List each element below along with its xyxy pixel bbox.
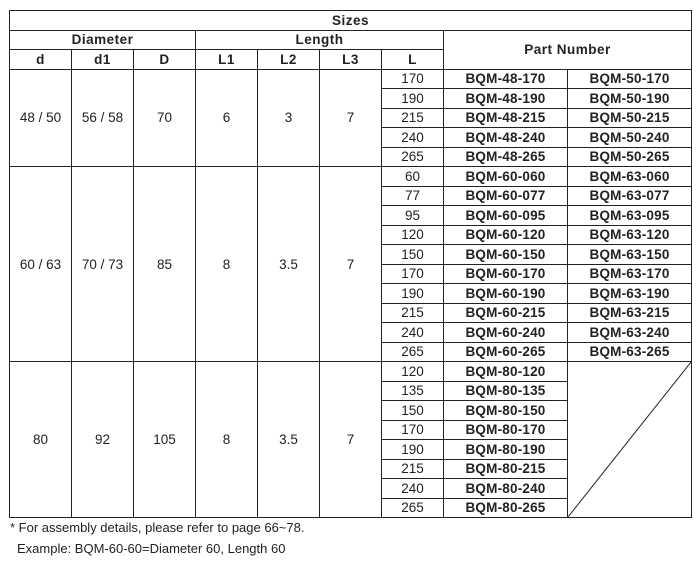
col-header-d1: d1 — [72, 50, 134, 70]
col-header-d: d — [10, 50, 72, 70]
part-number-cell: BQM-60-095 — [444, 206, 568, 226]
footnotes — [10, 517, 304, 559]
length-cell: 190 — [382, 440, 444, 460]
length-cell: 135 — [382, 381, 444, 401]
length-cell: 240 — [382, 479, 444, 499]
table-row — [10, 362, 692, 382]
col-header-L: L — [382, 50, 444, 70]
part-number-cell: BQM-60-060 — [444, 167, 568, 187]
length-cell: 170 — [382, 264, 444, 284]
spec-cell-d1: 56 / 58 — [72, 69, 134, 167]
part-number-cell: BQM-60-120 — [444, 225, 568, 245]
spec-cell-L2: 3.5 — [258, 362, 320, 518]
col-header-D: D — [134, 50, 196, 70]
length-cell: 240 — [382, 128, 444, 148]
part-number-cell: BQM-48-265 — [444, 147, 568, 167]
part-number-cell: BQM-63-215 — [568, 303, 692, 323]
not-available-cell — [568, 362, 692, 518]
length-cell: 240 — [382, 323, 444, 343]
part-number-cell: BQM-80-215 — [444, 459, 568, 479]
part-number-cell: BQM-60-170 — [444, 264, 568, 284]
spec-cell-D: 105 — [134, 362, 196, 518]
part-number-cell: BQM-63-120 — [568, 225, 692, 245]
spec-cell-L2: 3.5 — [258, 167, 320, 362]
spec-cell-d: 48 / 50 — [10, 69, 72, 167]
spec-cell-d: 80 — [10, 362, 72, 518]
part-number-cell: BQM-60-150 — [444, 245, 568, 265]
length-cell: 77 — [382, 186, 444, 206]
part-number-cell: BQM-63-170 — [568, 264, 692, 284]
length-group-header: Length — [196, 30, 444, 50]
sizes-table — [9, 10, 692, 518]
table-row — [10, 167, 692, 187]
assembly-note: * For assembly details, please refer to page 66~78. — [10, 520, 305, 535]
spec-cell-L1: 8 — [196, 167, 258, 362]
part-number-cell: BQM-50-170 — [568, 69, 692, 89]
diagonal-line — [568, 362, 691, 517]
part-number-cell: BQM-63-265 — [568, 342, 692, 362]
length-cell: 120 — [382, 362, 444, 382]
length-cell: 265 — [382, 342, 444, 362]
part-number-cell: BQM-80-135 — [444, 381, 568, 401]
title-row — [10, 11, 692, 31]
part-number-cell: BQM-63-240 — [568, 323, 692, 343]
part-number-cell: BQM-80-240 — [444, 479, 568, 499]
part-number-cell: BQM-60-265 — [444, 342, 568, 362]
col-header-L2: L2 — [258, 50, 320, 70]
spec-cell-L3: 7 — [320, 69, 382, 167]
table-row — [10, 69, 692, 89]
spec-cell-L1: 8 — [196, 362, 258, 518]
part-number-cell: BQM-80-120 — [444, 362, 568, 382]
length-cell: 215 — [382, 108, 444, 128]
length-cell: 120 — [382, 225, 444, 245]
spec-cell-d1: 92 — [72, 362, 134, 518]
part-number-cell: BQM-60-077 — [444, 186, 568, 206]
part-number-cell: BQM-48-240 — [444, 128, 568, 148]
part-number-cell: BQM-50-215 — [568, 108, 692, 128]
group-header-row — [10, 30, 692, 50]
length-cell: 170 — [382, 420, 444, 440]
part-number-header: Part Number — [444, 30, 692, 69]
table-title: Sizes — [10, 11, 692, 31]
part-number-cell: BQM-48-170 — [444, 69, 568, 89]
col-header-L3: L3 — [320, 50, 382, 70]
length-cell: 265 — [382, 147, 444, 167]
part-number-cell: BQM-63-150 — [568, 245, 692, 265]
length-cell: 150 — [382, 401, 444, 421]
part-number-cell: BQM-63-095 — [568, 206, 692, 226]
col-header-L1: L1 — [196, 50, 258, 70]
spec-cell-L1: 6 — [196, 69, 258, 167]
part-number-cell: BQM-63-060 — [568, 167, 692, 187]
part-number-cell: BQM-63-190 — [568, 284, 692, 304]
length-cell: 190 — [382, 89, 444, 109]
length-cell: 95 — [382, 206, 444, 226]
part-number-cell: BQM-60-215 — [444, 303, 568, 323]
part-number-cell: BQM-60-240 — [444, 323, 568, 343]
spec-cell-L3: 7 — [320, 167, 382, 362]
length-cell: 215 — [382, 459, 444, 479]
spec-cell-d1: 70 / 73 — [72, 167, 134, 362]
part-number-cell: BQM-80-150 — [444, 401, 568, 421]
length-cell: 170 — [382, 69, 444, 89]
example-note: Example: BQM-60-60=Diameter 60, Length 60 — [17, 541, 286, 556]
part-number-cell: BQM-48-215 — [444, 108, 568, 128]
spec-cell-d: 60 / 63 — [10, 167, 72, 362]
length-cell: 265 — [382, 498, 444, 518]
part-number-cell: BQM-48-190 — [444, 89, 568, 109]
spec-cell-L2: 3 — [258, 69, 320, 167]
table-body — [10, 69, 692, 518]
length-cell: 215 — [382, 303, 444, 323]
part-number-cell: BQM-80-170 — [444, 420, 568, 440]
spec-cell-L3: 7 — [320, 362, 382, 518]
part-number-cell: BQM-50-240 — [568, 128, 692, 148]
length-cell: 60 — [382, 167, 444, 187]
part-number-cell: BQM-63-077 — [568, 186, 692, 206]
spec-cell-D: 85 — [134, 167, 196, 362]
part-number-cell: BQM-80-265 — [444, 498, 568, 518]
length-cell: 150 — [382, 245, 444, 265]
length-cell: 190 — [382, 284, 444, 304]
part-number-cell: BQM-50-265 — [568, 147, 692, 167]
part-number-cell: BQM-50-190 — [568, 89, 692, 109]
spec-cell-D: 70 — [134, 69, 196, 167]
part-number-cell: BQM-80-190 — [444, 440, 568, 460]
part-number-cell: BQM-60-190 — [444, 284, 568, 304]
diameter-group-header: Diameter — [10, 30, 196, 50]
